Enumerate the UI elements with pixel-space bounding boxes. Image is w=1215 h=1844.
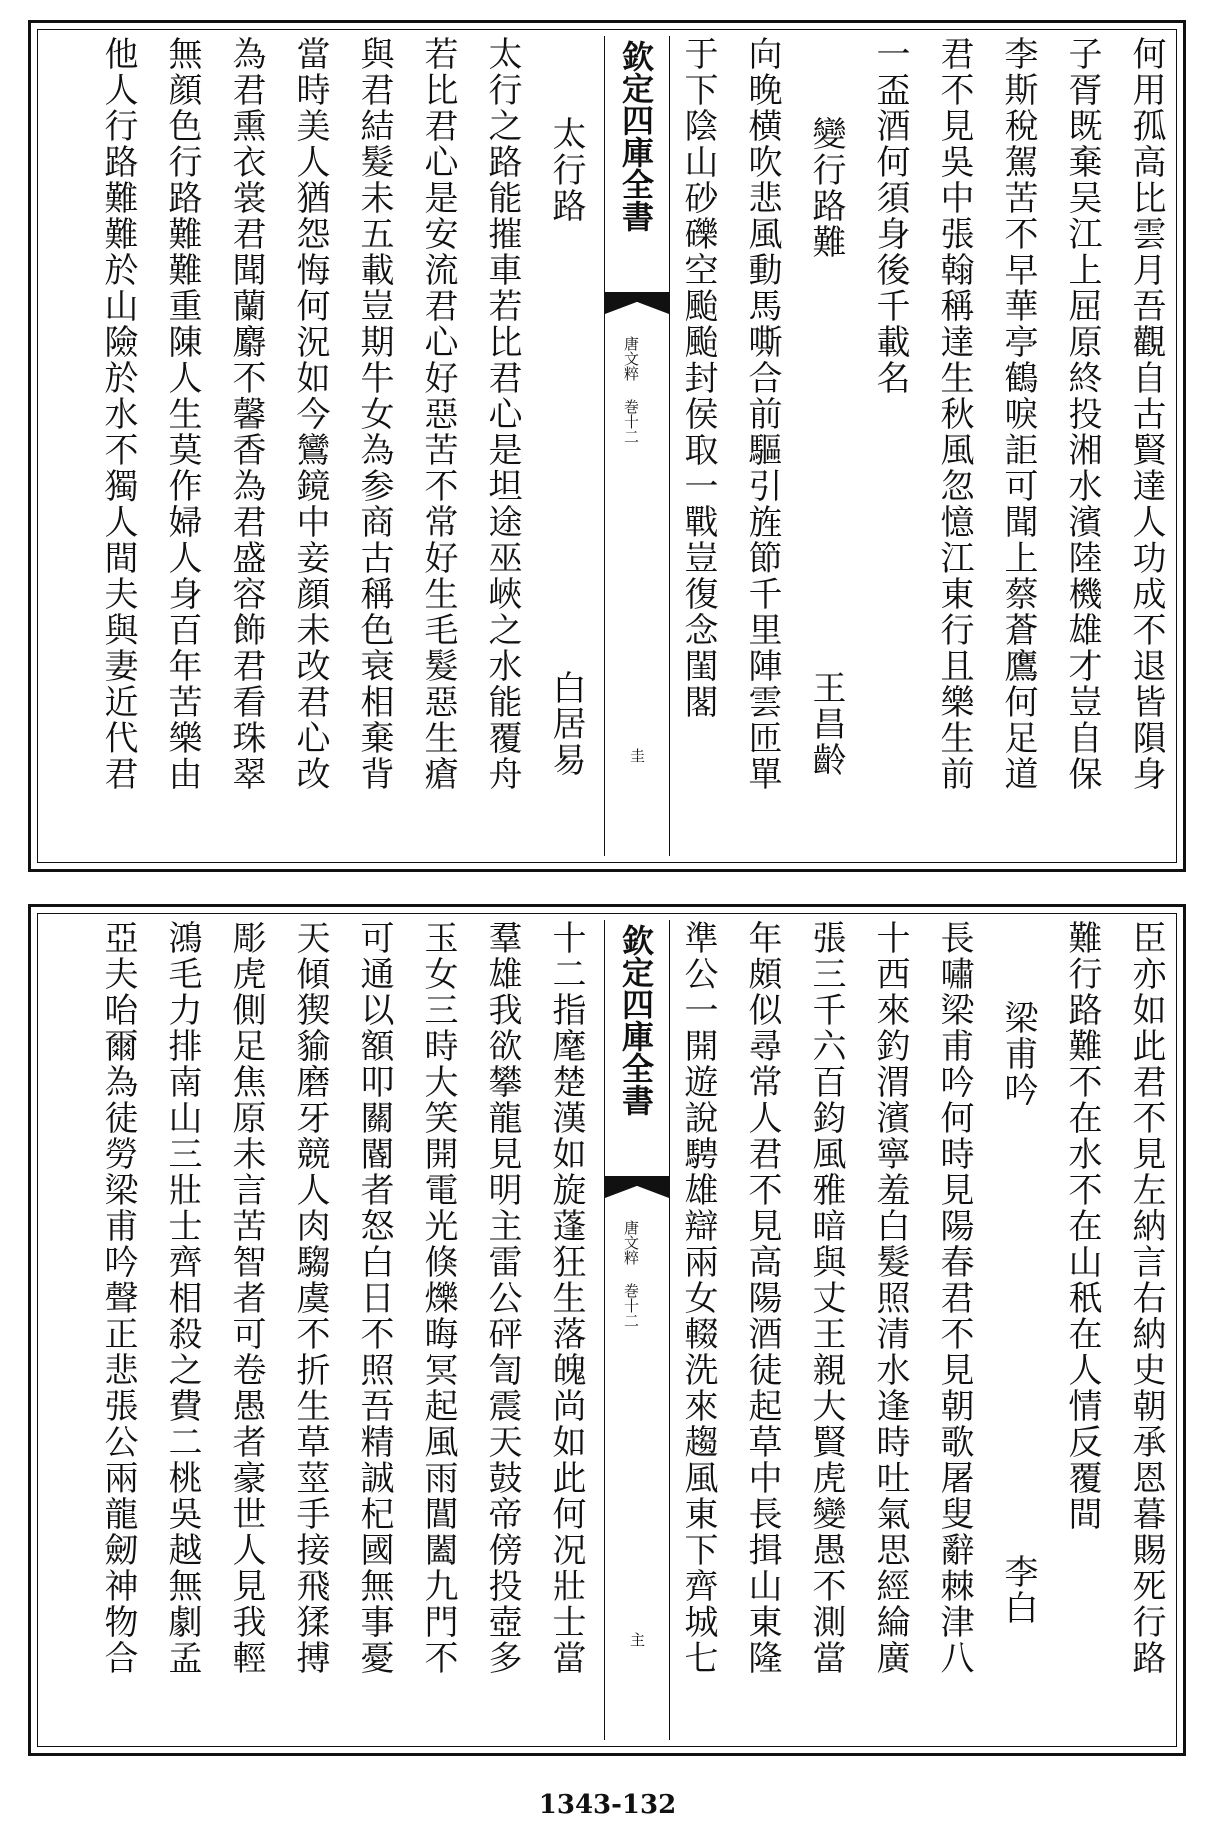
fishtail-mark bbox=[605, 292, 669, 314]
top-page bbox=[28, 20, 1186, 872]
spine-title: 欽定四庫全書 bbox=[617, 40, 655, 232]
author-name: 李白 bbox=[998, 1554, 1038, 1626]
text-column: 于下陰山砂礫空颱颱封侯取一戰豈復念閨閣 bbox=[678, 36, 718, 720]
bottom-page-frame bbox=[37, 913, 1177, 1747]
text-column: 玉女三時大笑開電光倏爍晦冥起風雨閶闔九門不 bbox=[418, 920, 458, 1676]
text-column: 彫虎側足焦原未言苦智者可卷愚者豪世人見我輕 bbox=[226, 920, 266, 1676]
text-column: 向晚横吹悲風動馬嘶合前驅引旌節千里陣雲匝單 bbox=[742, 36, 782, 792]
author-name: 王昌齡 bbox=[806, 670, 846, 778]
text-column: 君不見吳中張翰稱達生秋風忽憶江東行且樂生前 bbox=[934, 36, 974, 792]
poem-title: 變行路難 bbox=[806, 116, 846, 260]
text-column: 無顔色行路難難重陳人生莫作婦人身百年苦樂由 bbox=[162, 36, 202, 792]
text-column: 李斯稅駕苦不早華亭鶴唳詎可聞上蔡蒼鷹何足道 bbox=[998, 36, 1038, 792]
spine-leaf-number: 圭 bbox=[628, 748, 646, 763]
text-column: 太行之路能摧車若比君心是坦途巫峽之水能覆舟 bbox=[482, 36, 522, 792]
text-column: 一盃酒何須身後千載名 bbox=[870, 36, 910, 396]
text-column: 臣亦如此君不見左納言右納史朝承恩暮賜死行路 bbox=[1126, 920, 1166, 1676]
text-column: 可通以額叩關閽者怒白日不照吾精誠杞國無事憂 bbox=[354, 920, 394, 1676]
text-column: 十西來釣渭濱寧羞白髮照清水逢時吐氣思經綸廣 bbox=[870, 920, 910, 1676]
fishtail-mark bbox=[605, 1176, 669, 1198]
page-spine bbox=[604, 920, 670, 1740]
text-column: 子胥既棄吴江上屈原終投湘水濱陸機雄才豈自保 bbox=[1062, 36, 1102, 792]
text-column: 鴻毛力排南山三壯士齊相殺之費二桃吳越無劇孟 bbox=[162, 920, 202, 1676]
text-column: 亞夫咍爾為徒勞梁甫吟聲正悲張公兩龍劒神物合 bbox=[98, 920, 138, 1676]
text-column: 羣雄我欲攀龍見明主雷公砰訇震天鼓帝傍投壺多 bbox=[482, 920, 522, 1676]
top-page-frame bbox=[37, 29, 1177, 863]
spine-section: 唐文粹 巻十二 bbox=[622, 1220, 640, 1328]
spine-leaf-number: 主 bbox=[628, 1632, 646, 1647]
text-column: 若比君心是安流君心好惡苦不常好生毛髮惡生瘡 bbox=[418, 36, 458, 792]
text-column: 與君結髮未五載豈期牛女為参商古稱色衰相棄背 bbox=[354, 36, 394, 792]
spine-section: 唐文粹 巻十二 bbox=[622, 336, 640, 444]
text-column: 年頗似尋常人君不見高陽酒徒起草中長揖山東隆 bbox=[742, 920, 782, 1676]
text-column: 十二指麾楚漢如旋蓬狂生落魄尚如此何况壯士當 bbox=[546, 920, 586, 1676]
bottom-page bbox=[28, 904, 1186, 1756]
page-spine bbox=[604, 36, 670, 856]
page-number: 1343-132 bbox=[538, 1790, 677, 1820]
text-column: 準公一開遊說騁雄辯兩女輟洗來趨風東下齊城七 bbox=[678, 920, 718, 1676]
text-column: 何用孤高比雲月吾觀自古賢達人功成不退皆隕身 bbox=[1126, 36, 1166, 792]
author-name: 白居易 bbox=[546, 670, 586, 778]
text-column: 為君熏衣裳君聞蘭麝不馨香為君盛容飾君看珠翠 bbox=[226, 36, 266, 792]
text-column: 張三千六百鈞風雅暗與丈王親大賢虎變愚不測當 bbox=[806, 920, 846, 1676]
text-column: 天傾猰貐磨牙競人肉騶虞不折生草莖手接飛猱搏 bbox=[290, 920, 330, 1676]
text-column: 他人行路難難於山險於水不獨人間夫與妻近代君 bbox=[98, 36, 138, 792]
text-column: 難行路難不在水不在山秖在人情反覆間 bbox=[1062, 920, 1102, 1532]
text-column: 長嘯梁甫吟何時見陽春君不見朝歌屠叟辭棘津八 bbox=[934, 920, 974, 1676]
spine-title: 欽定四庫全書 bbox=[617, 924, 655, 1116]
text-column: 當時美人猶怨悔何況如今鸞鏡中妾顔未改君心改 bbox=[290, 36, 330, 792]
poem-title: 太行路 bbox=[546, 116, 586, 224]
poem-title: 梁甫吟 bbox=[998, 1000, 1038, 1108]
